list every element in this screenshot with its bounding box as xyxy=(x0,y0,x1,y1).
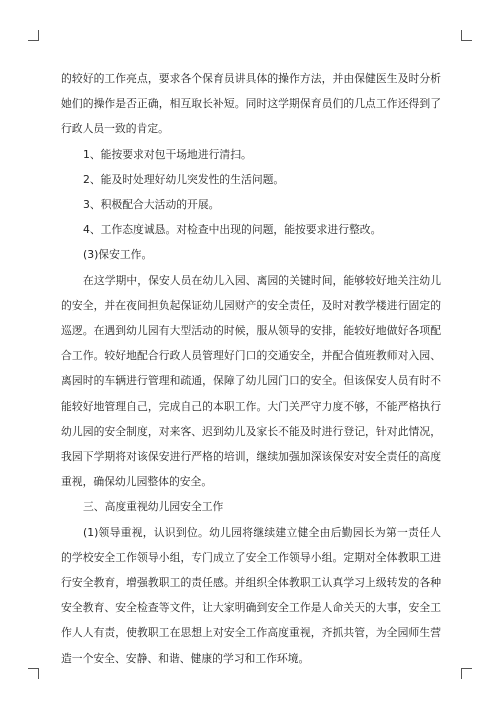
crop-mark-bottom-right xyxy=(461,668,472,679)
document-body xyxy=(61,66,441,671)
list-item-1: 1、能按要求对包干场地进行清扫。 xyxy=(83,147,252,161)
crop-mark-top-right xyxy=(461,30,472,41)
section-heading-security-work: (3)保安工作。 xyxy=(83,248,153,262)
section-heading-safety: 三、高度重视幼儿园安全工作 xyxy=(83,500,224,514)
paragraph-leadership: (1)领导重视，认识到位。幼儿园将继续建立健全由后勤园长为第一责任人的学校安全工作领导小组，专门成立了安全工作领导小组。定期对全体教职工进行安全教育，增强教职工的责任感。并组织全体教职工认真学习上级转发的各种安全教育、安全检查等文件，让大家明确到安全工作是人命关天的大事，安全工作人人有责，使教职工在思想上对安全工作高度重视，齐抓共管，为全园师生营造一个安全、安静、和谐、健康的学习和工作环境。 xyxy=(61,525,441,665)
crop-mark-top-left xyxy=(28,30,39,41)
list-item-2: 2、能及时处理好幼儿突发性的生活问题。 xyxy=(83,172,285,186)
list-item-4: 4、工作态度诚恳。对检查中出现的问题，能按要求进行整改。 xyxy=(83,223,382,237)
list-item-3: 3、积极配合大活动的开展。 xyxy=(83,198,220,212)
paragraph-security-staff: 在这学期中，保安人员在幼儿入园、离园的关键时间，能够较好地关注幼儿的安全，并在夜间担负起保证幼儿园财产的安全责任，及时对教学楼进行固定的巡逻。在遇到幼儿园有大型活动的时候，服从领导的安排，能较好地做好各项配合工作。较好地配合行政人员管理好门口的交通安全，并配合值班教师对入园、离园时的车辆进行管理和疏通，保障了幼儿园门口的安全。但该保安人员有时不能较好地管理自己，完成自己的本职工作。大门关严守力度不够，不能严格执行幼儿园的安全制度，对来客、迟到幼儿及家长不能及时进行登记，针对此情况，我园下学期将对该保安进行严格的培训，继续加强加深该保安对安全责任的高度重视，确保幼儿园整体的安全。 xyxy=(61,273,441,489)
paragraph-continuation: 的较好的工作亮点，要求各个保育员讲具体的操作方法，并由保健医生及时分析她们的操作是否正确，相互取长补短。同时这学期保育员们的几点工作还得到了行政人员一致的肯定。 xyxy=(61,72,441,136)
crop-mark-bottom-left xyxy=(28,668,39,679)
